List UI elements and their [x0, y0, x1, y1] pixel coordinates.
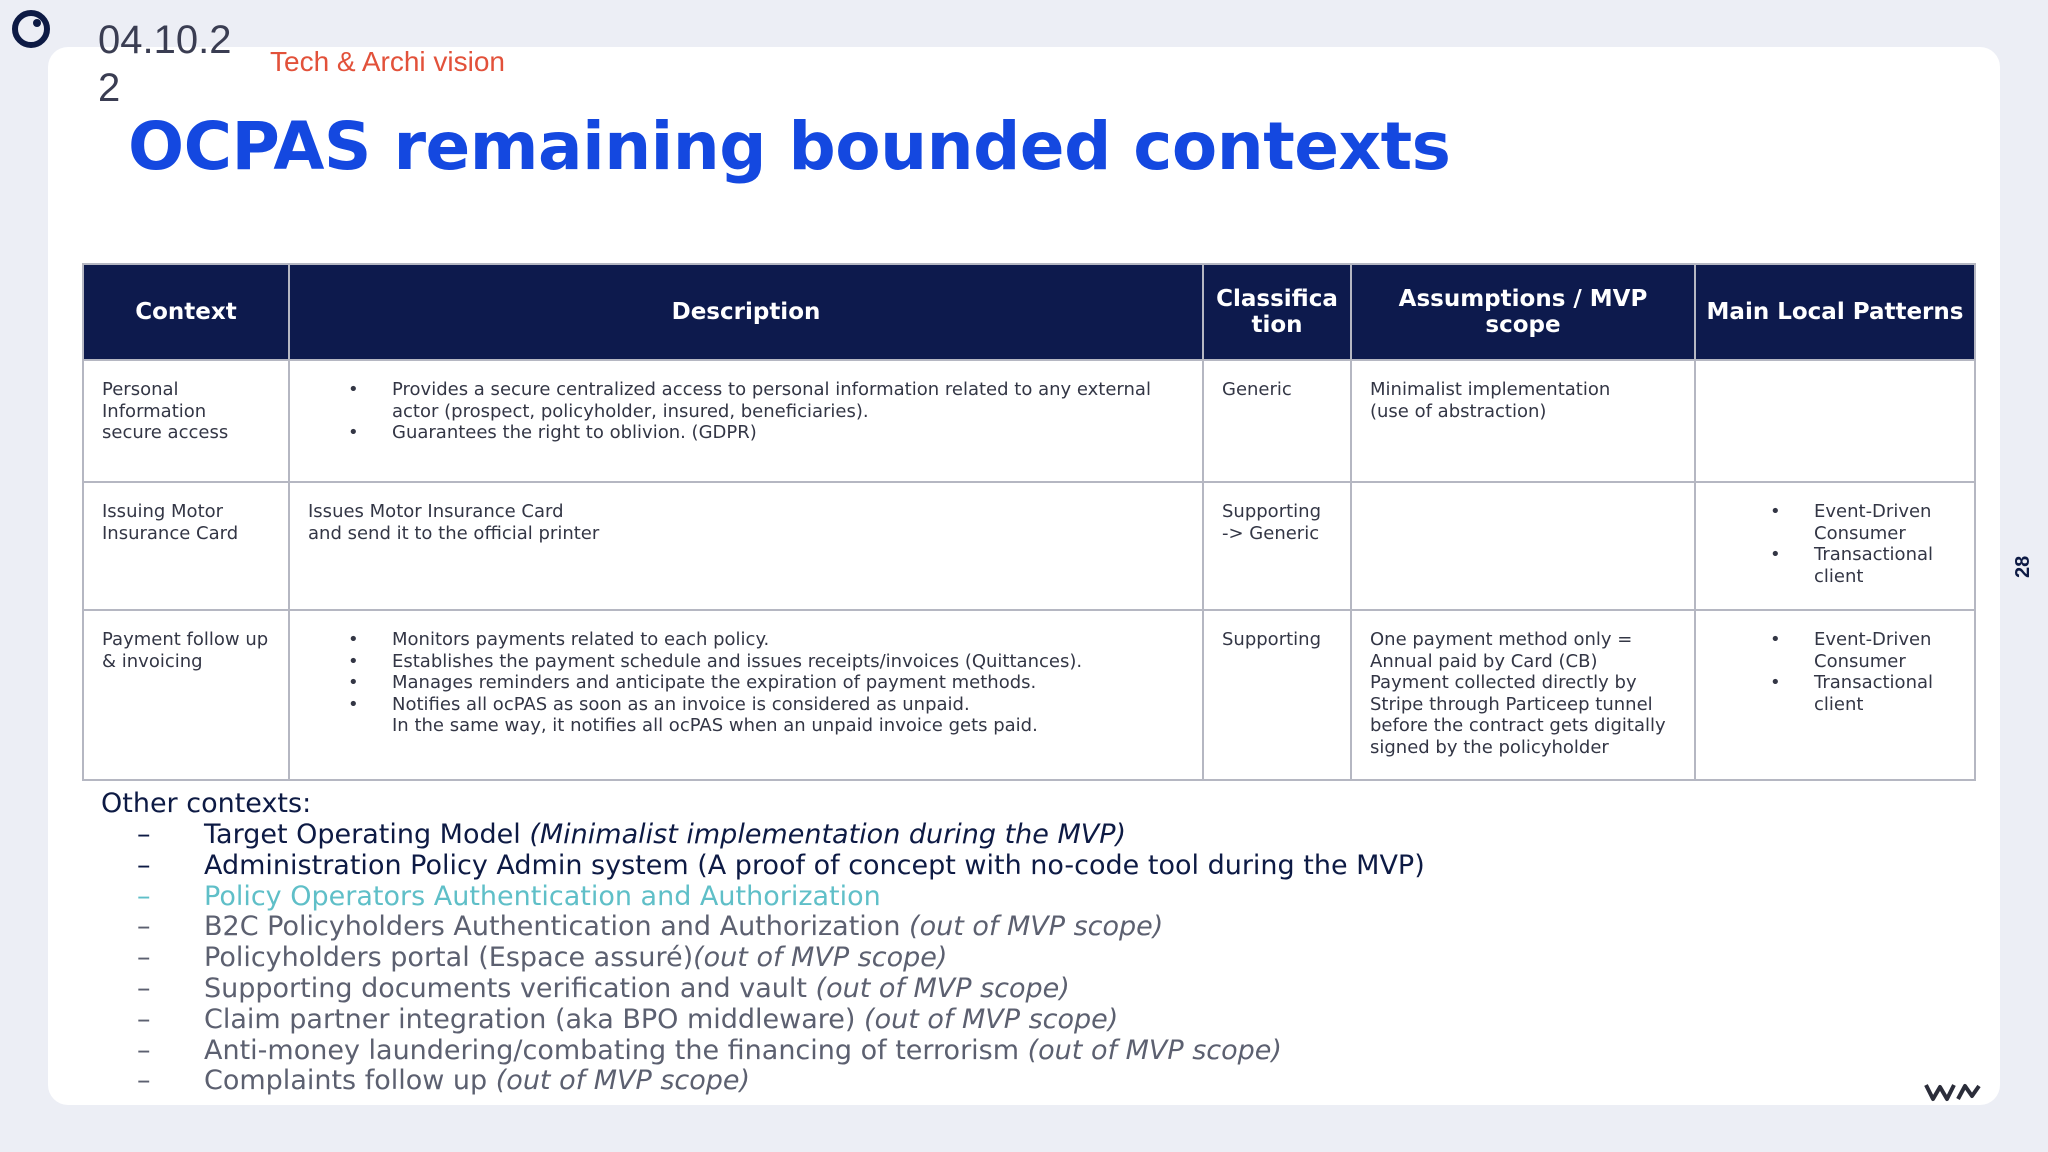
- description-bullet: • Manages reminders and anticipate the expiration of payment methods.: [308, 672, 1184, 694]
- assumptions-cell: Minimalist implementation (use of abstraction): [1351, 360, 1695, 482]
- column-header: Context: [83, 264, 289, 360]
- patterns-cell: [1695, 360, 1975, 482]
- table-row: [83, 360, 1975, 482]
- list-item: – Target Operating Model (Minimalist implementation during the MVP): [101, 820, 1901, 851]
- classification-cell: Generic: [1203, 360, 1351, 482]
- page-title: OCPAS remaining bounded contexts: [128, 108, 1451, 185]
- description-cell: Issues Motor Insurance Card and send it to the official printer: [289, 482, 1203, 610]
- pattern-item: • Event-Driven Consumer: [1714, 629, 1956, 672]
- patterns-cell: [1695, 610, 1975, 780]
- list-item: – Claim partner integration (aka BPO middleware) (out of MVP scope): [101, 1005, 1901, 1036]
- context-cell: Issuing Motor Insurance Card: [83, 482, 289, 610]
- list-item: – Policyholders portal (Espace assuré)(out of MVP scope): [101, 943, 1901, 974]
- patterns-cell: [1695, 482, 1975, 610]
- column-header: Description: [289, 264, 1203, 360]
- description-bullet: • Establishes the payment schedule and issues receipts/invoices (Quittances).: [308, 651, 1184, 673]
- classification-cell: Supporting: [1203, 610, 1351, 780]
- other-contexts: [101, 788, 1901, 1097]
- description-cell: [289, 360, 1203, 482]
- column-header: Main Local Patterns: [1695, 264, 1975, 360]
- table-header-row: [83, 264, 1975, 360]
- contexts-table: [82, 263, 1976, 781]
- context-cell: Personal Information secure access: [83, 360, 289, 482]
- description-bullet: • Guarantees the right to oblivion. (GDPR): [308, 422, 1184, 444]
- pattern-item: • Transactional client: [1714, 672, 1956, 715]
- list-item: – B2C Policyholders Authentication and Authorization (out of MVP scope): [101, 912, 1901, 943]
- assumptions-cell: [1351, 482, 1695, 610]
- list-item: – Complaints follow up (out of MVP scope): [101, 1066, 1901, 1097]
- description-cell: [289, 610, 1203, 780]
- table-row: [83, 610, 1975, 780]
- page-number: 28: [2012, 555, 2034, 578]
- list-item: – Policy Operators Authentication and Authorization: [101, 882, 1901, 913]
- list-item: – Administration Policy Admin system (A proof of concept with no-code tool during the MVP): [101, 851, 1901, 882]
- slide-date: 04.10.22: [98, 18, 232, 110]
- list-item: – Supporting documents verification and vault (out of MVP scope): [101, 974, 1901, 1005]
- column-header: Assumptions / MVP scope: [1351, 264, 1695, 360]
- other-contexts-title: Other contexts:: [101, 788, 312, 819]
- list-item: – Anti-money laundering/combating the financing of terrorism (out of MVP scope): [101, 1036, 1901, 1067]
- column-header: Classification: [1203, 264, 1351, 360]
- pattern-item: • Transactional client: [1714, 544, 1956, 587]
- context-cell: Payment follow up & invoicing: [83, 610, 289, 780]
- description-bullet: • Notifies all ocPAS as soon as an invoice is considered as unpaid.: [308, 694, 1184, 716]
- brand-logo-icon: [1924, 1082, 1982, 1102]
- description-bullet: • Monitors payments related to each policy.: [308, 629, 1184, 651]
- description-continuation: In the same way, it notifies all ocPAS when an unpaid invoice gets paid.: [392, 715, 1038, 736]
- pattern-item: • Event-Driven Consumer: [1714, 501, 1956, 544]
- description-bullet: • Provides a secure centralized access to personal information related to any external actor (prospect, policyholder, insured, beneficiaries).: [308, 379, 1184, 422]
- table-row: [83, 482, 1975, 610]
- section-label: Tech & Archi vision: [270, 46, 505, 77]
- assumptions-cell: One payment method only = Annual paid by Card (CB) Payment collected directly by Stripe through Particeep tunnel before the contract gets digitally signed by the policyholder: [1351, 610, 1695, 780]
- classification-cell: Supporting -> Generic: [1203, 482, 1351, 610]
- app-logo-icon: [12, 10, 50, 48]
